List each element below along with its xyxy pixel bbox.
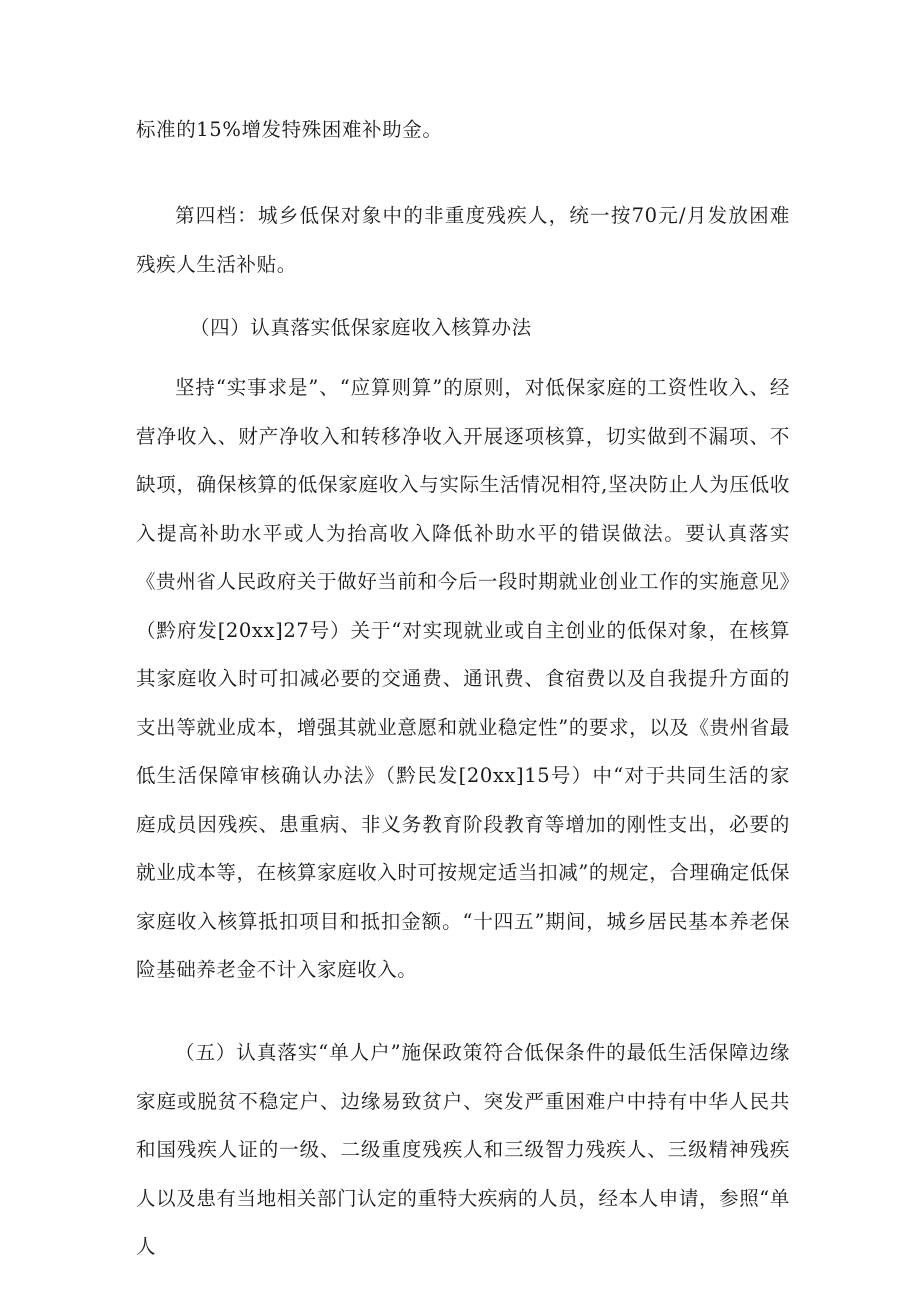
paragraph-single-household: （五）认真落实“单人户”施保政策符合低保条件的最低生活保障边缘家庭或脱贫不稳定户、边缘易致贫户、突发严重困难户中持有中华人民共和国残疾人证的一级、二级重度残疾人和三级智力残疾人、三级精神残疾人以及患有当地相关部门认定的重特大疾病的人员，经本人申请，参照“单人: [136, 1041, 790, 1258]
paragraph-income-accounting: 坚持“实事求是”、“应算则算”的原则，对低保家庭的工资性收入、经营净收入、财产净收入和转移净收入开展逐项核算，切实做到不漏项、不缺项，确保核算的低保家庭收入与实际生活情况相符,坚决防止人为压低收入提高补助水平或人为抬高收入降低补助水平的错误做法。要认真落实《贵州省人民政府关于做好当前和今后一段时期就业创业工作的实施意见》（黔府发[20xx]27号）关于“对实现就业或自主创业的低保对象，在核算其家庭收入时可扣减必要的交通费、通讯费、食宿费以及自我提升方面的支出等就业成本，增强其就业意愿和就业稳定性”的要求，以及《贵州省最低生活保障审核确认办法》（黔民发[20xx]15号）中“对于共同生活的家庭成员因残疾、患重病、非义务教育阶段教育等增加的刚性支出，必要的就业成本等，在核算家庭收入时可按规定适当扣减”的规定，合理确定低保家庭收入核算抵扣项目和抵扣金额。“十四五”期间，城乡居民基本养老保险基础养老金不计入家庭收入。: [136, 376, 790, 981]
paragraph-continued: 标准的15%增发特殊困难补助金。: [136, 118, 443, 141]
paragraph-tier-four: 第四档：城乡低保对象中的非重度残疾人，统一按70元/月发放困难残疾人生活补贴。: [136, 204, 790, 276]
section-heading-four: （四）认真落实低保家庭收入核算办法: [190, 316, 532, 339]
